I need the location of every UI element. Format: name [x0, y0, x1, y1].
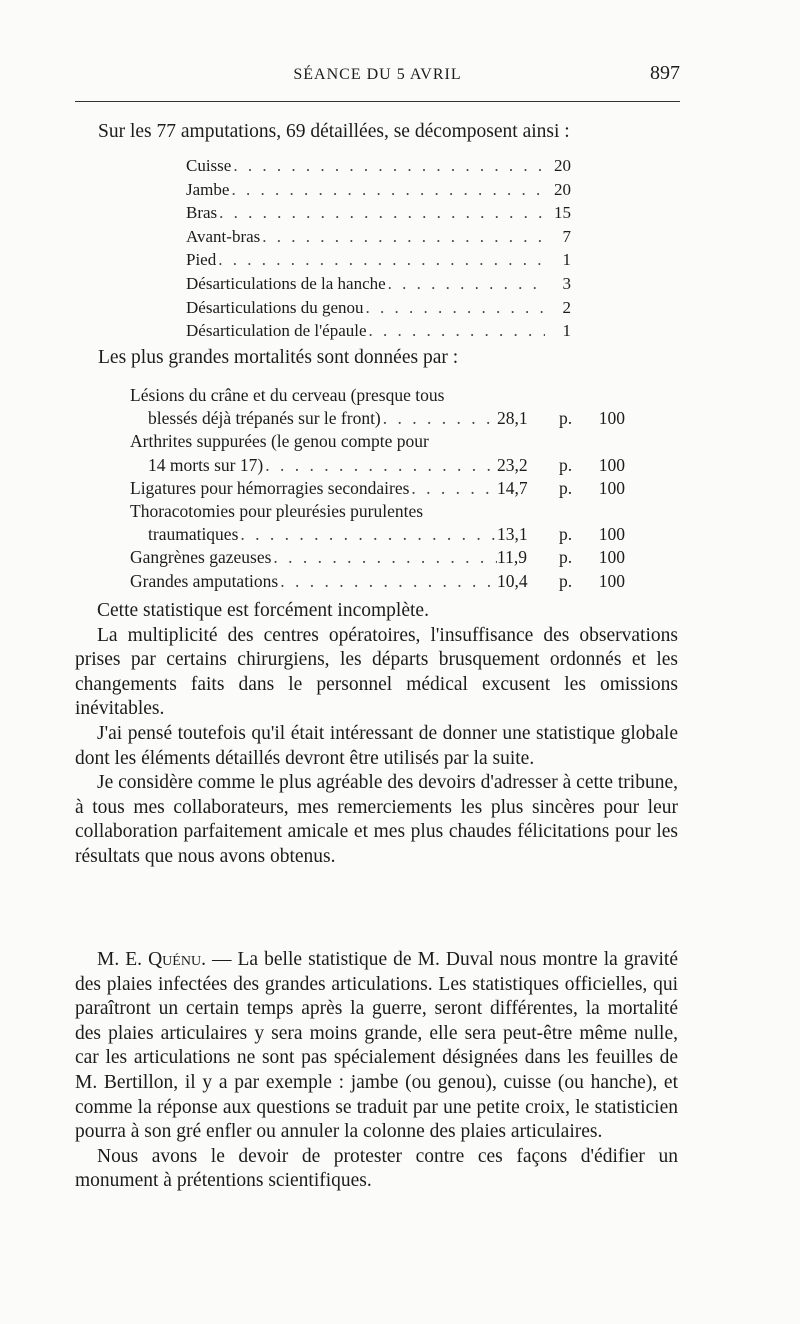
amputation-count: 15 — [554, 203, 571, 223]
paragraph — [75, 948, 678, 1145]
amputation-count: 20 — [554, 179, 571, 199]
speaker-name: Quénu — [148, 949, 202, 970]
amputation-label: Jambe — [186, 179, 230, 199]
mortality-line — [130, 385, 625, 408]
mortality-label: Grandes amputations — [130, 570, 279, 591]
mortality-line — [130, 524, 625, 547]
mortality-label: Ligatures pour hémorragies secondaires — [130, 477, 410, 498]
mortality-label: Thoracotomies pour pleurésies purulentes — [130, 500, 424, 521]
mortality-unit: p. — [559, 524, 573, 545]
amputation-count: 7 — [562, 226, 571, 246]
amputation-label: Désarticulation de l'épaule — [186, 321, 367, 341]
amputation-count: 1 — [562, 250, 571, 270]
amputation-count: 20 — [554, 156, 571, 175]
quenu-text: . — La belle statistique de M. Duval nous montre la gravité des plaies infectées des grandes articulations. Les statistiques officielles, qui paraîtront un certain temps après la guerre, seront différentes, la mortalité des plaies articulaires y sera moins grande, elle sera peut-être même nulle, car les articulations ne sont pas spécialement désignées dans les feuilles de M. Bertillon, il y a par exemple : jambe (ou genou), cuisse (ou hanche), et comme la réponse aux questions se traduit par une petite croix, le statisticien pourra à son gré enfler ou annuler la colonne des plaies articulaires. — [75, 949, 678, 1143]
amputation-label: Bras — [186, 203, 218, 223]
mortality-label: Arthrites suppurées (le genou compte pour — [130, 431, 429, 452]
amputation-label: Cuisse — [186, 156, 232, 175]
amputation-row — [186, 156, 571, 180]
mortality-unit: p. — [559, 454, 573, 475]
amputations-intro: Sur les 77 amputations, 69 détaillées, se décomposent ainsi : — [98, 121, 570, 142]
mortality-base: 100 — [598, 477, 625, 498]
mortality-base: 100 — [598, 524, 625, 545]
amputation-label: Désarticulations du genou — [186, 297, 364, 317]
mortality-unit: p. — [559, 477, 573, 498]
mortality-value: 10,4 — [497, 570, 528, 591]
paragraph: Nous avons le devoir de protester contre ces façons d'édifier un monument à prétentions scientifiques. — [75, 1145, 678, 1192]
mortality-line — [130, 478, 625, 501]
mortality-label: Gangrènes gazeuses — [130, 547, 272, 568]
amputation-row — [186, 203, 571, 227]
mortality-value: 13,1 — [497, 524, 528, 545]
header-rule — [75, 101, 680, 102]
conclusion-paragraphs — [75, 599, 678, 870]
paragraph: La multiplicité des centres opératoires, l'insuffisance des observations prises par certains chirurgiens, les départs brusquement ordonnés et les changements faits dans le personnel médical excusent les omissions inévitables. — [75, 624, 678, 720]
mortality-line — [130, 431, 625, 454]
amputation-row — [186, 227, 571, 251]
amputation-label: Pied — [186, 250, 217, 270]
mortality-label: blessés déjà trépanés sur le front) — [148, 408, 381, 429]
mortality-label: 14 morts sur 17) — [148, 454, 264, 475]
paragraph: Cette statistique est forcément incomplète. — [97, 600, 429, 621]
paragraph: J'ai pensé toutefois qu'il était intéressant de donner une statistique globale dont les éléments détaillés devront être utilisés par la suite. — [75, 722, 678, 769]
paragraph: Je considère comme le plus agréable des devoirs d'adresser à cette tribune, à tous mes collaborateurs, mes remerciements les plus sincères pour leur collaboration parfaitement amicale et mes plus chaudes félicitations pour les résultats que nous avons obtenus. — [75, 772, 678, 867]
mortality-value: 28,1 — [497, 408, 528, 429]
mortality-intro: Les plus grandes mortalités sont données par : — [98, 347, 459, 368]
mortality-unit: p. — [559, 408, 573, 429]
mortality-value: 14,7 — [497, 477, 528, 498]
amputation-row — [186, 298, 571, 322]
speaker-prefix: M. E. — [97, 949, 143, 970]
amputation-row — [186, 321, 571, 345]
page-number: 897 — [650, 62, 680, 84]
amputation-label: Désarticulations de la hanche — [186, 273, 386, 293]
mortality-line — [130, 455, 625, 478]
mortality-table — [130, 385, 625, 594]
mortality-label: traumatiques — [148, 524, 239, 545]
mortality-line — [130, 547, 625, 570]
amputation-count: 3 — [562, 273, 571, 293]
mortality-line — [130, 571, 625, 594]
amputation-row — [186, 180, 571, 204]
mortality-unit: p. — [559, 547, 573, 568]
amputation-row — [186, 274, 571, 298]
amputation-count: 2 — [562, 297, 571, 317]
running-header — [75, 64, 680, 90]
mortality-base: 100 — [598, 547, 625, 568]
mortality-base: 100 — [598, 570, 625, 591]
mortality-value: 11,9 — [497, 547, 527, 568]
mortality-line — [130, 408, 625, 431]
mortality-base: 100 — [598, 408, 625, 429]
mortality-unit: p. — [559, 570, 573, 591]
header-title: SÉANCE DU 5 AVRIL — [293, 66, 462, 83]
mortality-base: 100 — [598, 454, 625, 475]
amputation-label: Avant-bras — [186, 226, 261, 246]
mortality-label: Lésions du crâne et du cerveau (presque tous — [130, 385, 445, 405]
amputations-table — [186, 156, 571, 345]
mortality-value: 23,2 — [497, 454, 528, 475]
quenu-remarks — [75, 948, 678, 1194]
mortality-line — [130, 501, 625, 524]
amputation-row — [186, 250, 571, 274]
amputation-count: 1 — [562, 321, 571, 341]
